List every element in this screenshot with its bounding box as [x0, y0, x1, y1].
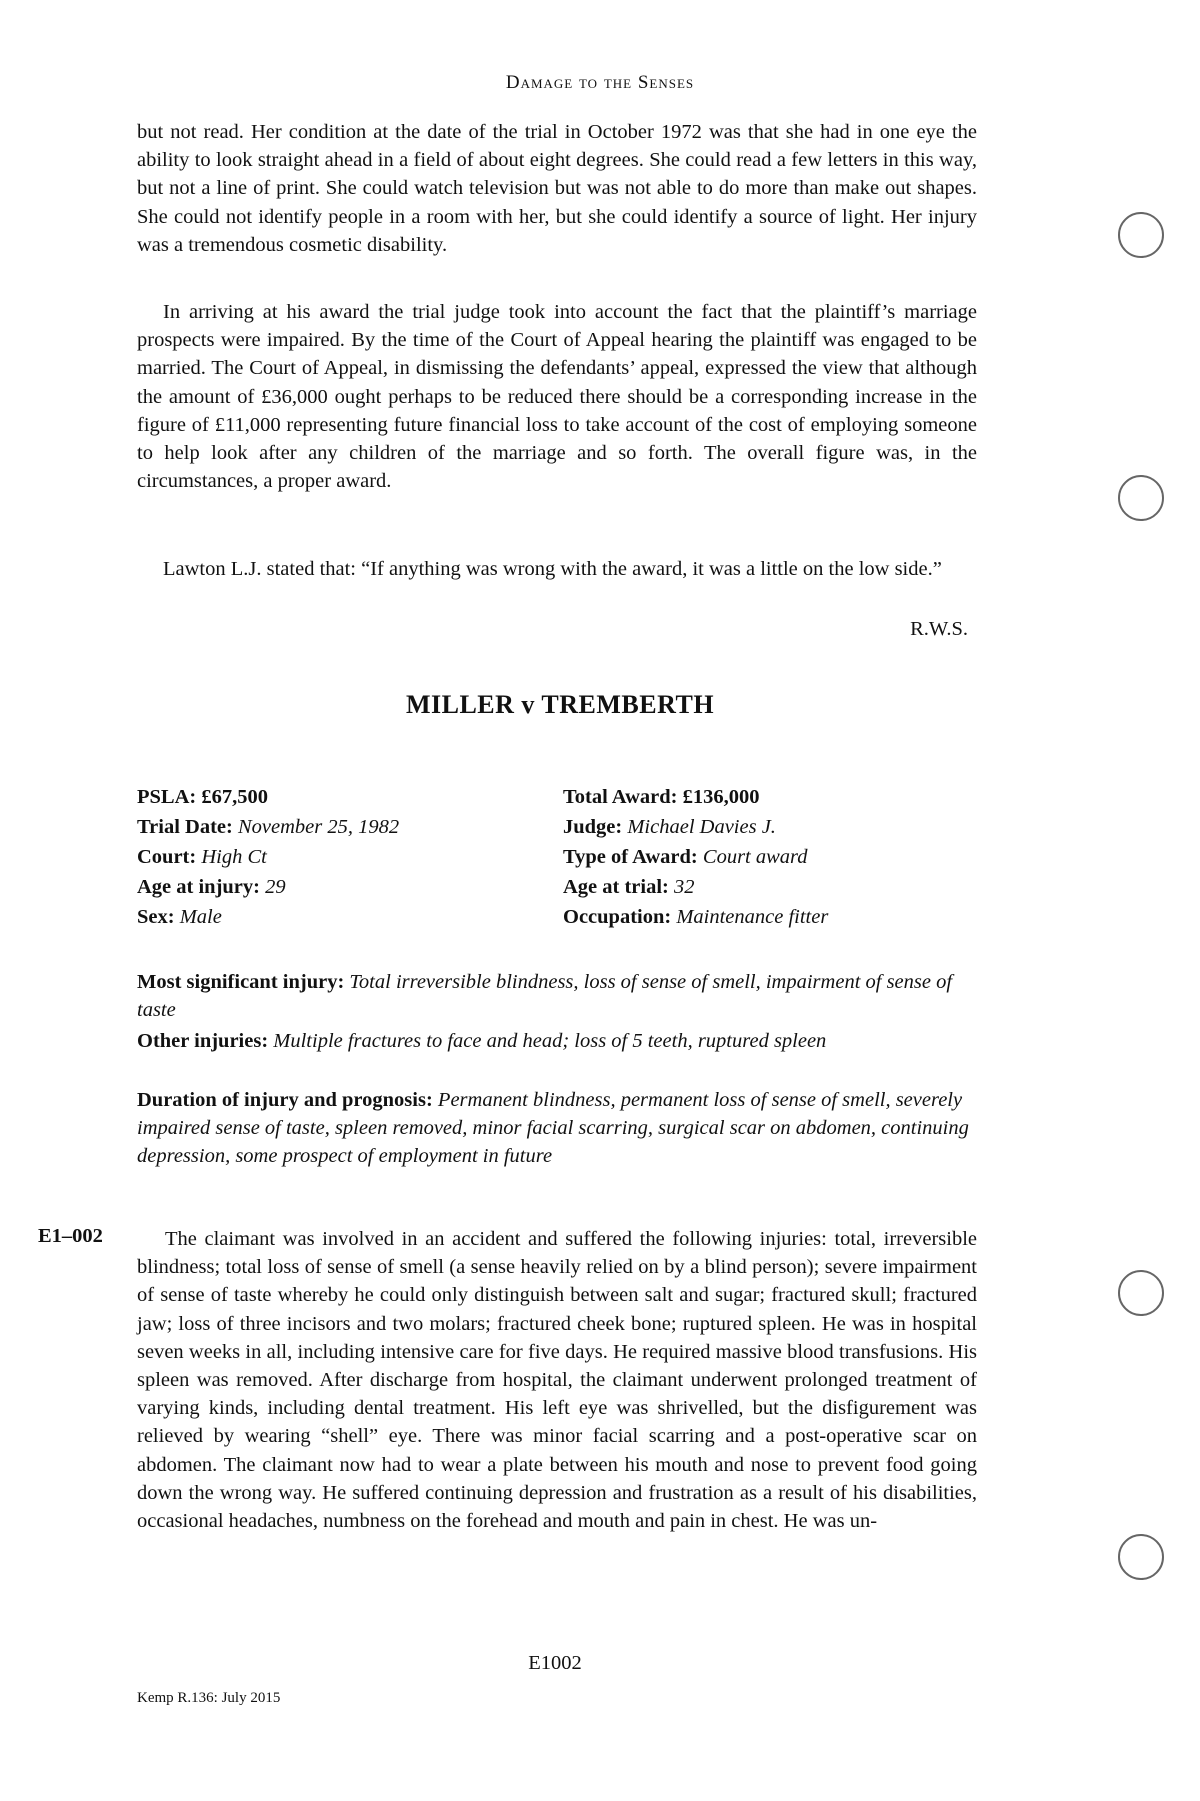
- punch-hole-icon: [1118, 1534, 1164, 1580]
- fact-label: Type of Award:: [563, 846, 698, 868]
- punch-hole-icon: [1118, 1270, 1164, 1316]
- injury-value: Multiple fractures to face and head; loss of 5 teeth, ruptured spleen: [273, 1030, 827, 1052]
- fact-value: £67,500: [201, 786, 268, 808]
- fact-label: Occupation:: [563, 906, 672, 928]
- fact-total-award: [563, 786, 759, 809]
- prior-case-paragraph-2: In arriving at his award the trial judge took into account the fact that the plaintiff’s marriage prospects were impaired. By the time of the Court of Appeal hearing the plaintiff was engaged to be married. The Court of Appeal, in dismissing the defendants’ appeal, expressed the view that although the amount of £36,000 ought perhaps to be reduced there should be a corresponding increase in the figure of £11,000 representing future financial loss to take account of the cost of employing someone to help look after any children of the marriage and so forth. The overall figure was, in the circumstances, a proper award.: [137, 301, 977, 493]
- fact-judge: [563, 816, 776, 839]
- injury-other: [137, 1027, 977, 1055]
- fact-label: Judge:: [563, 816, 623, 838]
- fact-label: Total Award:: [563, 786, 678, 808]
- fact-value: November 25, 1982: [237, 816, 400, 838]
- fact-value: Court award: [702, 846, 808, 868]
- injury-label: Duration of injury and prognosis:: [137, 1089, 433, 1111]
- running-header: Damage to the Senses: [505, 72, 695, 93]
- paragraph-reference: E1–002: [38, 1225, 103, 1247]
- case-body-paragraph: The claimant was involved in an accident and suffered the following injuries: total, irreversible blindness; total loss of sense of smell (a sense heavily relied on by a blind person); severe impairment of sense of taste whereby he could only distinguish between salt and sugar; fractured skull; fractured jaw; loss of three incisors and two molars; fractured cheek bone; ruptured spleen. He was in hospital seven weeks in all, including intensive care for five days. He required massive blood transfusions. His spleen was removed. After discharge from hospital, the claimant underwent prolonged treatment of varying kinds, including dental treatment. His left eye was shrivelled, but the disfigurement was relieved by wearing “shell” eye. There was minor facial scarring and a post-operative scar on abdomen. The claimant now had to wear a plate between his mouth and nose to prevent food going down the wrong way. He suffered continuing depression and frustration as a result of his disabilities, occasional headaches, numbness on the forehead and mouth and pain in chest. He was un-: [137, 1228, 977, 1533]
- fact-value: High Ct: [201, 846, 267, 868]
- fact-age-at-trial: [563, 876, 695, 899]
- fact-age-at-injury: [137, 876, 286, 899]
- prior-case-paragraph-1: but not read. Her condition at the date of the trial in October 1972 was that she had in one eye the ability to look straight ahead in a field of about eight degrees. She could read a few letters in this way, but not a line of print. She could watch television but was not able to do more than make out shapes. She could not identify people in a room with her, but she could identify a source of light. Her injury was a tremendous cosmetic disability.: [137, 121, 977, 256]
- prior-case-paragraph-3: Lawton L.J. stated that: “If anything was wrong with the award, it was a little on the low side.”: [163, 558, 942, 580]
- fact-court: [137, 846, 267, 869]
- fact-label: PSLA:: [137, 786, 197, 808]
- injury-duration-prognosis: [137, 1086, 977, 1171]
- injury-label: Most significant injury:: [137, 971, 345, 993]
- injury-most-significant: [137, 968, 977, 1024]
- fact-label: Age at trial:: [563, 876, 669, 898]
- fact-sex: [137, 906, 222, 929]
- fact-label: Court:: [137, 846, 197, 868]
- fact-value: Male: [179, 906, 222, 928]
- fact-value: £136,000: [682, 786, 760, 808]
- fact-label: Sex:: [137, 906, 175, 928]
- injury-value: Total irreversible blindness, loss of sense of smell, impairment of sense of taste: [137, 971, 953, 1022]
- punch-hole-icon: [1118, 475, 1164, 521]
- page-number: E1002: [528, 1652, 582, 1674]
- fact-trial-date: [137, 816, 399, 839]
- release-note: Kemp R.136: July 2015: [137, 1690, 281, 1706]
- fact-occupation: [563, 906, 828, 929]
- fact-label: Trial Date:: [137, 816, 233, 838]
- injury-label: Other injuries:: [137, 1030, 269, 1052]
- fact-value: 32: [674, 876, 695, 898]
- fact-value: 29: [265, 876, 286, 898]
- fact-type-of-award: [563, 846, 808, 869]
- punch-hole-icon: [1118, 212, 1164, 258]
- fact-psla: [137, 786, 268, 809]
- fact-label: Age at injury:: [137, 876, 260, 898]
- author-initials: R.W.S.: [910, 618, 968, 640]
- fact-value: Maintenance fitter: [676, 906, 829, 928]
- fact-value: Michael Davies J.: [627, 816, 776, 838]
- injury-value: Permanent blindness, permanent loss of sense of smell, severely impaired sense of taste, spleen removed, minor facial scarring, surgical scar on abdomen, continuing depression, some prospect of employment in future: [137, 1089, 969, 1168]
- case-title: MILLER v TREMBERTH: [405, 690, 715, 719]
